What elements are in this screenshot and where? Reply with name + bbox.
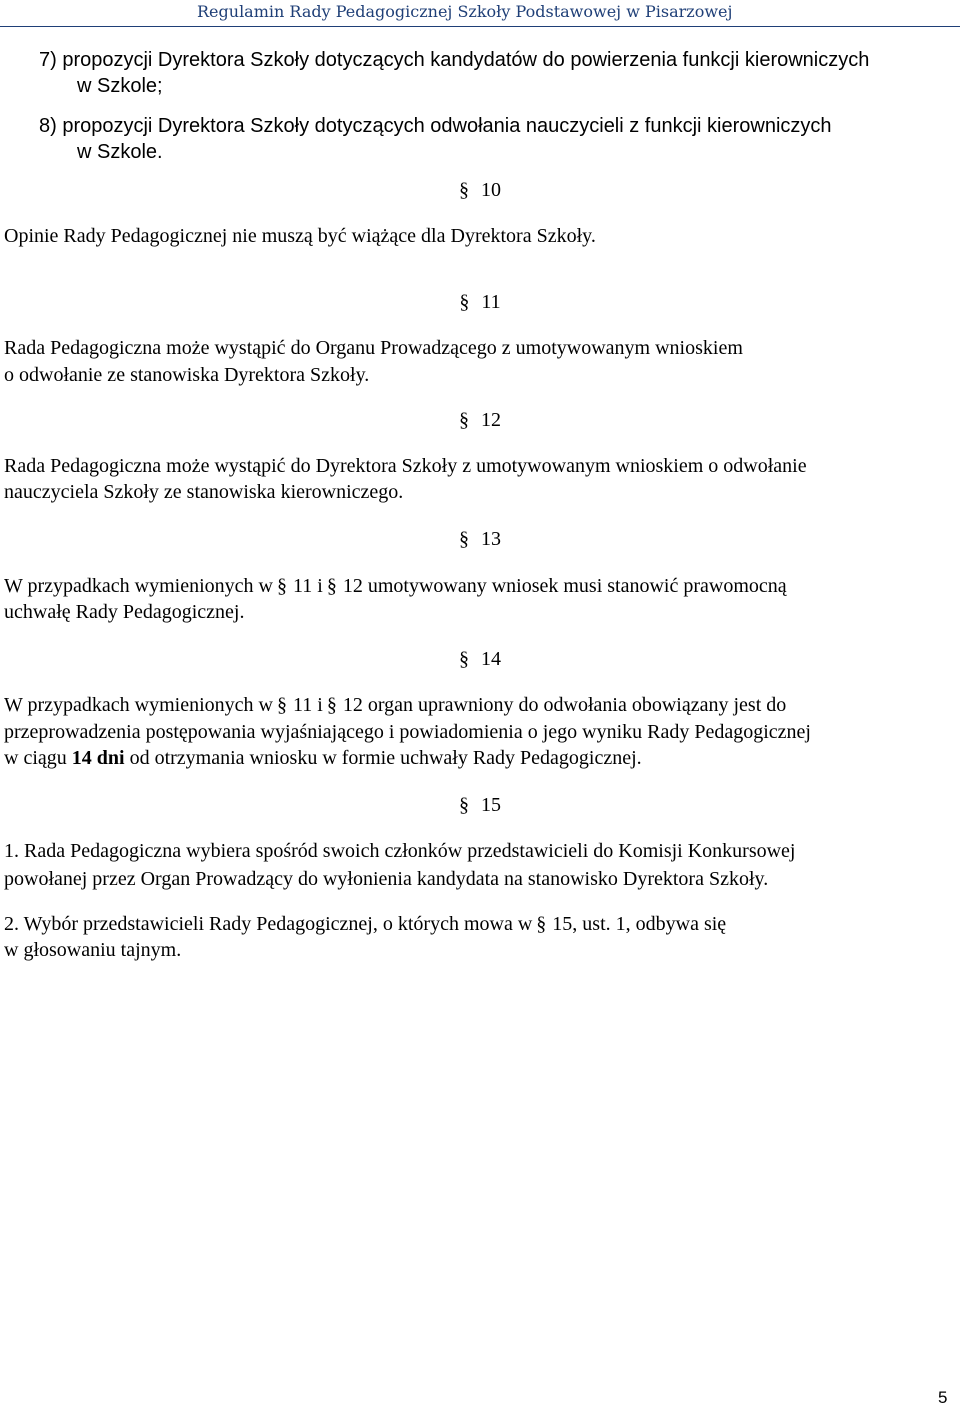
section-11-line-1: Rada Pedagogiczna może wystąpić do Organu Prowadzącego z umotywowanym wnioskiem: [4, 337, 743, 359]
section-12-line-1: Rada Pedagogiczna może wystąpić do Dyrektora Szkoły z umotywowanym wnioskiem o odwołanie: [4, 455, 807, 477]
section-number: 10: [481, 179, 501, 201]
document-title: Regulamin Rady Pedagogicznej Szkoły Podstawowej w Pisarzowej: [197, 2, 733, 21]
section-number: 14: [481, 648, 501, 670]
section-mark-icon: §: [459, 528, 469, 550]
section-heading-10: [0, 178, 960, 202]
section-15-paragraph-1-line-1: 1. Rada Pedagogiczna wybiera spośród swoich członków przedstawicieli do Komisji Konkursowej: [4, 840, 796, 862]
text-span: od otrzymania wniosku w formie uchwały Rady Pedagogicznej.: [129, 747, 642, 769]
text-span: 11 i: [293, 575, 323, 597]
section-mark-icon: §: [536, 913, 547, 935]
section-heading-11: [0, 290, 960, 314]
page-number: 5: [938, 1388, 948, 1407]
section-mark-icon: §: [277, 694, 287, 716]
section-12-line-2: nauczyciela Szkoły ze stanowiska kierowniczego.: [4, 481, 404, 503]
section-15-paragraph-2-line-2: w głosowaniu tajnym.: [4, 939, 182, 961]
item-7-line-1: 7) propozycji Dyrektora Szkoły dotyczących kandydatów do powierzenia funkcji kierowniczych: [39, 49, 870, 71]
section-mark-icon: §: [459, 179, 469, 201]
section-14-line-3: [4, 745, 954, 771]
page-header: [0, 0, 960, 28]
section-mark-icon: §: [326, 694, 337, 716]
section-10-text: Opinie Rady Pedagogicznej nie muszą być wiążące dla Dyrektora Szkoły.: [4, 225, 596, 247]
item-8-line-1: 8) propozycji Dyrektora Szkoły dotyczących odwołania nauczycieli z funkcji kierowniczych: [39, 115, 832, 137]
section-mark-icon: §: [326, 575, 337, 597]
section-mark-icon: §: [459, 648, 469, 670]
text-span: w ciągu: [4, 747, 67, 769]
section-13-line-1: [4, 573, 954, 599]
section-14-line-1: [4, 692, 954, 718]
item-7-line-2: w Szkole;: [77, 75, 163, 97]
section-15-paragraph-2-line-1: [4, 911, 954, 937]
section-mark-icon: §: [459, 291, 470, 313]
text-span: W przypadkach wymienionych w: [4, 575, 273, 597]
text-span: 11 i: [293, 694, 323, 716]
section-mark-icon: §: [459, 794, 469, 816]
section-number: 11: [481, 291, 501, 313]
emphasis-text: 14 dni: [71, 747, 125, 769]
section-14-line-2: przeprowadzenia postępowania wyjaśniającego i powiadomienia o jego wyniku Rady Pedagogicznej: [4, 721, 811, 743]
section-heading-14: [0, 647, 960, 671]
text-span: 15, ust. 1, odbywa się: [552, 913, 727, 935]
header-divider: [0, 26, 960, 27]
section-mark-icon: §: [459, 409, 469, 431]
section-11-line-2: o odwołanie ze stanowiska Dyrektora Szkoły.: [4, 364, 370, 386]
section-heading-12: [0, 408, 960, 432]
section-number: 13: [481, 528, 501, 550]
section-number: 15: [481, 794, 501, 816]
section-13-line-2: uchwałę Rady Pedagogicznej.: [4, 601, 245, 623]
section-number: 12: [481, 409, 501, 431]
text-span: 12 organ uprawniony do odwołania obowiązany jest do: [342, 694, 787, 716]
section-heading-15: [0, 793, 960, 817]
section-mark-icon: §: [277, 575, 287, 597]
text-span: W przypadkach wymienionych w: [4, 694, 273, 716]
section-15-paragraph-1-line-2: powołanej przez Organ Prowadzący do wyłonienia kandydata na stanowisko Dyrektora Szkoły.: [4, 868, 769, 890]
text-span: 2. Wybór przedstawicieli Rady Pedagogicznej, o których mowa w: [4, 913, 533, 935]
text-span: 12 umotywowany wniosek musi stanowić prawomocną: [342, 575, 787, 597]
item-8-line-2: w Szkole.: [77, 141, 163, 163]
section-heading-13: [0, 527, 960, 551]
